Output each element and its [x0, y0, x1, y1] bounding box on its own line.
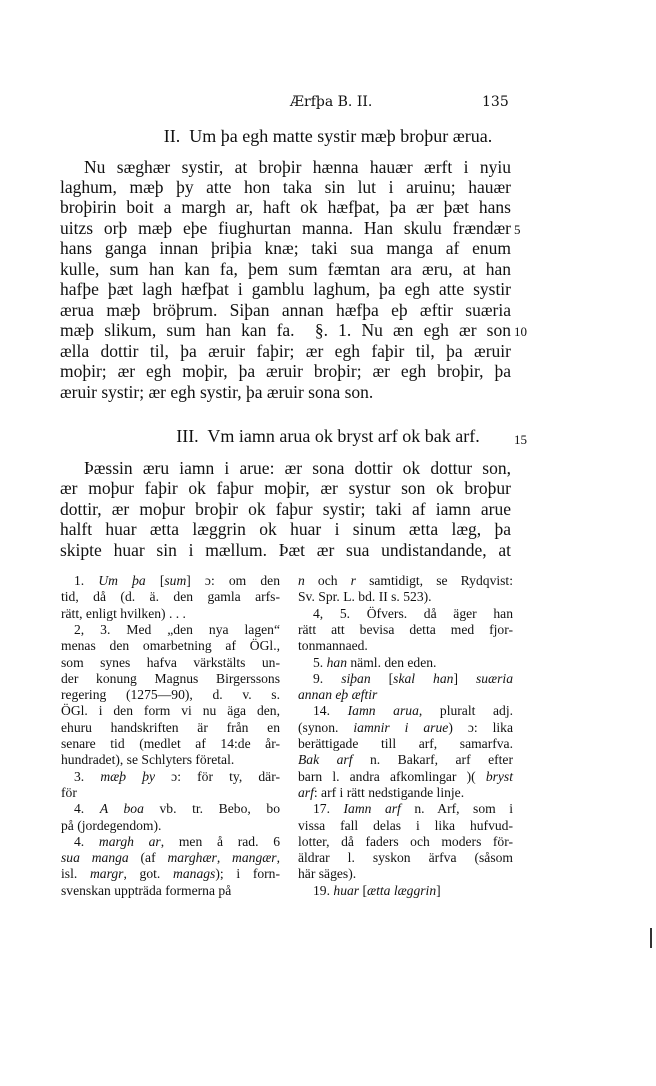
- text-line: mæþ slikum, sum han kan fa. §. 1. Nu æn egh ær son: [60, 320, 511, 340]
- footnote-text: ɔ: för ty, där-: [155, 768, 280, 784]
- footnote-text: : arf i rätt nedstigande linje.: [313, 784, 465, 800]
- footnote-line: [61, 671, 280, 687]
- footnote-text: ); i forn-: [215, 866, 280, 882]
- footnote-line: [313, 655, 513, 671]
- footnote-lemma: arf: [298, 784, 314, 800]
- footnote-line: [74, 834, 280, 850]
- footnote-text: tid, då (d. ä. den gamla arfs-: [61, 589, 280, 605]
- footnote-lemma: margh ar: [98, 833, 161, 849]
- footnote-lemma: marghær: [167, 850, 217, 866]
- footnote-lemma: suæria: [475, 670, 513, 686]
- footnote-line: [298, 785, 513, 801]
- footnote-text: 5.: [313, 654, 327, 670]
- footnote-text: äldrar l. syskon ärfva (såsom: [298, 850, 513, 866]
- footnote-line: [298, 638, 513, 654]
- footnote-line: [61, 638, 280, 654]
- footnote-text: menas den omarbetning af ÖGl.,: [61, 638, 280, 654]
- footnote-text: ]: [453, 670, 476, 686]
- footnote-lemma: n: [298, 573, 305, 588]
- footnote-text: 19.: [313, 882, 334, 898]
- footnote-lemma: Bak arf: [298, 752, 353, 768]
- footnote-line: [313, 606, 513, 622]
- footnote-lemma: margr: [89, 866, 124, 882]
- footnote-line: [298, 720, 513, 736]
- footnote-lemma: bryst: [485, 768, 513, 784]
- footnote-text: 9.: [313, 670, 342, 686]
- footnote-text: och: [304, 573, 351, 588]
- footnote-lemma: han: [326, 654, 347, 670]
- footnote-line: [61, 883, 280, 899]
- footnote-line: [61, 720, 280, 736]
- footnote-line: [74, 769, 280, 785]
- footnote-text: Sv. Spr. L. bd. II s. 523).: [298, 589, 432, 605]
- text-line: Nu sæghær systir, at broþir hænna hauær ærft i nyiu: [84, 157, 511, 177]
- footnote-line: [298, 736, 513, 752]
- footnote-text: ]: [436, 882, 441, 898]
- footnote-text: 4.: [74, 833, 99, 849]
- running-header-title: Ærfþa B. II.: [290, 94, 373, 110]
- footnote-lemma: iamnir i arue: [353, 719, 449, 735]
- footnote-lemma: Um þa: [98, 573, 146, 588]
- footnote-line: [298, 687, 513, 703]
- text-line: halft huar ætta læggrin ok huar i sinum ætta læg, þa: [60, 519, 511, 539]
- footnote-text: senare tid (medlet af 14:de år-: [61, 736, 280, 751]
- footnote-lemma: siþan: [341, 670, 371, 686]
- footnote-line: [74, 801, 280, 817]
- footnote-lemma: manags: [173, 866, 216, 882]
- footnote-text: , pluralt adj.: [418, 703, 514, 719]
- footnote-text: regering (1275—90), d. v. s.: [61, 687, 280, 703]
- footnote-line: [298, 622, 513, 638]
- line-number: 15: [514, 432, 527, 447]
- footnote-line: [61, 703, 280, 719]
- footnote-lemma: Iamn arf: [343, 801, 401, 817]
- text-line: uitzs orþ mæþ eþe fiughurtan manna. Han skulu frændær: [60, 218, 511, 238]
- footnote-line: [298, 752, 513, 768]
- footnote-text: n. Bakarf, arf efter: [352, 752, 513, 768]
- footnote-text: ,: [276, 850, 281, 866]
- footnote-text: [: [359, 882, 368, 898]
- footnote-line: [298, 866, 513, 882]
- footnote-lemma: mæþ þy: [100, 768, 156, 784]
- footnote-text: 14.: [313, 703, 348, 719]
- margin-mark: [650, 928, 652, 948]
- footnote-text: hundradet), se Schlyters företal.: [61, 752, 235, 768]
- footnote-line: [61, 866, 280, 882]
- footnote-line: [61, 736, 280, 752]
- footnote-line: [313, 703, 513, 719]
- footnote-text: vb. tr. Bebo, bo: [143, 801, 280, 817]
- text-line: laghum, mæþ þy atte hon taka sin lut i aruinu; hauær: [60, 177, 511, 197]
- footnote-text: ÖGl. i den form vi nu äga den,: [61, 703, 280, 719]
- text-line: dottir, ær moþur broþir ok faþur systir; taki af iamn arue: [60, 499, 511, 519]
- footnote-line: [61, 655, 280, 671]
- footnote-text: rätt att bevisa detta med fjor-: [298, 621, 513, 637]
- footnote-text: tonmannaed.: [298, 638, 368, 654]
- footnote-text: ) ɔ: lika: [448, 719, 513, 735]
- footnote-lemma: huar: [333, 882, 360, 898]
- text-line: hafþe þæt lagh hæfþat i gamblu laghum, þa egh atte systir: [60, 279, 511, 299]
- footnote-text: ] ɔ: om den: [186, 573, 280, 588]
- footnote-lemma: Iamn arua: [347, 703, 419, 719]
- footnote-text: som synes hafva värkstälts un-: [61, 654, 280, 670]
- footnote-text: , got.: [123, 866, 174, 882]
- footnote-text: lotter, då faders och moders för-: [298, 833, 513, 849]
- footnote-text: näml. den eden.: [346, 654, 437, 670]
- footnote-line: [298, 818, 513, 834]
- footnote-line: [313, 801, 513, 817]
- section-iii-heading: III. Vm iamn arua ok bryst arf ok bak arf.: [176, 426, 480, 446]
- footnote-text: der konung Magnus Birgerssons: [61, 670, 280, 686]
- footnote-line: [61, 687, 280, 703]
- footnote-line: [61, 606, 280, 622]
- footnote-text: ehuru handskriften är från en: [61, 719, 280, 735]
- section-ii-heading: II. Um þa egh matte systir mæþ broþur ærua.: [163, 126, 493, 146]
- footnote-text: svenskan uppträda formerna på: [61, 882, 232, 898]
- footnote-text: 17.: [313, 801, 344, 817]
- footnote-line: [61, 818, 280, 834]
- text-line: hans ganga innan þriþia knæ; taki sua manga af enum: [60, 238, 511, 258]
- footnote-text: berättigade till arf, samarfva.: [298, 736, 513, 751]
- text-line: ær moþur faþir ok faþur moþir, ær systur son ok broþur: [60, 478, 511, 498]
- footnote-line: [61, 850, 280, 866]
- footnote-line: [313, 671, 513, 687]
- footnote-line: [61, 752, 280, 768]
- footnote-text: , men å rad. 6: [160, 833, 281, 849]
- footnote-line: [61, 785, 280, 801]
- text-line: ærua mæþ bröþrum. Siþan annan hæfþa eþ æftir suæria: [60, 300, 511, 320]
- footnote-lemma: ætta læggrin: [367, 882, 437, 898]
- footnote-text: 1.: [74, 573, 99, 588]
- footnote-text: (synon.: [298, 719, 354, 735]
- footnote-text: rätt, enligt hvilken) . . .: [61, 605, 186, 621]
- footnote-text: 4.: [74, 801, 100, 817]
- footnote-text: ,: [216, 850, 233, 866]
- footnote-text: barn l. andra afkomlingar )(: [298, 768, 486, 784]
- footnote-text: (af: [128, 850, 168, 866]
- footnote-line: [298, 850, 513, 866]
- line-number: 5: [514, 222, 521, 237]
- footnote-lemma: annan eþ æftir: [298, 687, 378, 703]
- footnote-lemma: sum: [164, 573, 187, 588]
- footnote-line: [298, 769, 513, 785]
- footnote-line: [61, 589, 280, 605]
- footnote-text: [: [370, 670, 394, 686]
- footnote-lemma: skal han: [393, 670, 454, 686]
- text-line: broþirin boit a margh ar, haft ok hæfþat, þa ær þæt hans: [60, 197, 511, 217]
- footnote-text: isl.: [61, 866, 90, 882]
- footnote-text: på (jordegendom).: [61, 817, 162, 833]
- text-line: skipte huar sin i mællum. Þæt ær sua undistandande, at: [60, 540, 511, 560]
- footnote-lemma: sua manga: [61, 850, 129, 866]
- footnote-lemma: r: [350, 573, 356, 588]
- text-line: kulle, sum han kan fa, þem sum fæmtan ara æru, at han: [60, 259, 511, 279]
- text-line: moþir; ær egh moþir, þa æruir broþir; ær egh broþir, þa: [60, 361, 511, 381]
- page-number: 135: [482, 94, 509, 110]
- footnote-line: [298, 834, 513, 850]
- footnote-text: [: [145, 573, 165, 588]
- line-number: 10: [514, 324, 527, 339]
- footnote-line: [74, 622, 280, 638]
- footnote-lemma: A boa: [99, 801, 144, 817]
- text-line: Þæssin æru iamn i arue: ær sona dottir ok dottur son,: [84, 458, 511, 478]
- footnote-text: 4, 5. Öfvers. då äger han: [313, 605, 513, 621]
- text-line: ælla dottir til, þa æruir faþir; ær egh faþir til, þa æruir: [60, 341, 511, 361]
- footnote-text: här säges).: [298, 866, 357, 882]
- footnote-text: för: [61, 784, 77, 800]
- footnote-line: [298, 573, 513, 589]
- footnote-text: n. Arf, som i: [400, 801, 513, 817]
- text-line: æruir systir; ær egh systir, þa æruir sona son.: [60, 382, 374, 402]
- footnote-text: samtidigt, se Rydqvist:: [355, 573, 513, 588]
- footnote-line: [313, 883, 513, 899]
- footnote-lemma: mangær: [232, 850, 277, 866]
- footnote-line: [74, 573, 280, 589]
- footnote-line: [298, 589, 513, 605]
- footnote-text: 2, 3. Med „den nya lagen“: [74, 621, 280, 637]
- footnote-text: vissa fall delas i lika hufvud-: [298, 817, 513, 833]
- footnote-text: 3.: [74, 768, 101, 784]
